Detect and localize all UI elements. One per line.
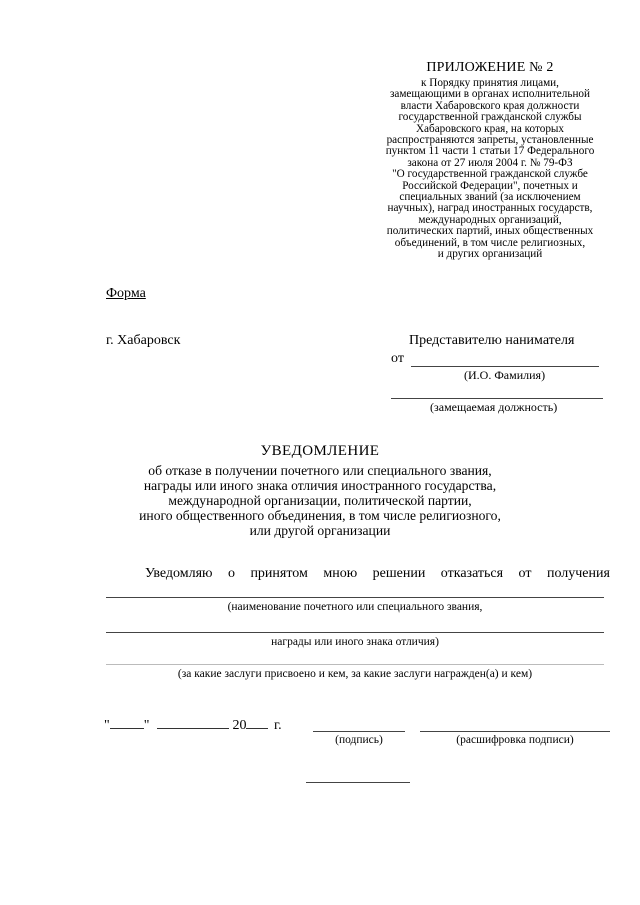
city-label: г. Хабаровск: [106, 333, 181, 348]
merits-input-line[interactable]: [106, 664, 604, 665]
appendix-line: специальных званий (за исключением: [399, 191, 581, 204]
merits-caption: (за какие заслуги присвоено и кем, за какие заслуги награжден(а) и кем): [177, 668, 533, 680]
document-subtitle: [120, 463, 520, 538]
appendix-line: "О государственной гражданской службе: [392, 168, 588, 181]
appendix-line: Российской Федерации", почетных и: [402, 179, 578, 192]
appendix-line: закона от 27 июля 2004 г. № 79-ФЗ: [407, 156, 573, 169]
notification-sentence: [145, 566, 610, 582]
quote-close: ": [143, 718, 150, 733]
quote-open: ": [104, 718, 110, 733]
appendix-line: и других организаций: [437, 248, 543, 261]
fio-input-line[interactable]: [411, 366, 599, 367]
word: мною: [323, 566, 358, 581]
word: Уведомляю: [145, 566, 213, 581]
appendix-line: объединений, в том числе религиозных,: [394, 236, 586, 249]
subtitle-line: награды или иного знака отличия иностранного государства,: [143, 478, 497, 493]
year-input[interactable]: [246, 716, 268, 729]
appendix-line: Хабаровского края, на которых: [415, 122, 565, 135]
appendix-line: политических партий, иных общественных: [386, 225, 594, 238]
position-caption: (замещаемая должность): [430, 400, 558, 414]
month-input[interactable]: [157, 716, 229, 729]
subtitle-line: или другой организации: [249, 523, 391, 538]
title-input-line[interactable]: [106, 597, 604, 598]
appendix-line: власти Хабаровского края должности: [400, 99, 580, 112]
appendix-line: к Порядку принятия лицами,: [421, 77, 559, 89]
position-input-line[interactable]: [391, 398, 603, 399]
award-input-line[interactable]: [106, 632, 604, 633]
title-caption: (наименование почетного или специального звания,: [227, 601, 483, 613]
award-caption: награды или иного знака отличия): [271, 636, 439, 648]
day-input[interactable]: [110, 716, 144, 729]
signature-caption: (подпись): [335, 734, 383, 746]
appendix-line: научных), наград иностранных государств,: [387, 202, 593, 215]
date-row: [104, 716, 282, 734]
word: получения: [546, 566, 610, 581]
fio-caption: (И.О. Фамилия): [464, 368, 546, 382]
appendix-title: ПРИЛОЖЕНИЕ № 2: [426, 60, 554, 75]
word: решении: [372, 566, 426, 581]
subtitle-line: об отказе в получении почетного или специального звания,: [148, 463, 492, 478]
appendix-text: [360, 78, 620, 261]
appendix-block: [360, 60, 620, 261]
decoding-input-line[interactable]: [420, 731, 610, 732]
form-label: Форма: [106, 286, 146, 301]
appendix-line: международных организаций,: [418, 213, 562, 226]
representative-label: Представителю нанимателя: [409, 333, 575, 348]
year-suffix: г.: [273, 718, 282, 733]
year-prefix: 20: [232, 718, 247, 733]
appendix-line: замещающими в органах исполнительной: [389, 88, 591, 101]
word: от: [518, 566, 532, 581]
word: отказаться: [440, 566, 504, 581]
word: принятом: [250, 566, 308, 581]
bottom-separator-line: [306, 782, 410, 783]
from-label: от: [391, 351, 404, 366]
signature-input-line[interactable]: [313, 731, 405, 732]
word: о: [227, 566, 235, 581]
subtitle-line: иного общественного объединения, в том числе религиозного,: [139, 508, 501, 523]
appendix-line: государственной гражданской службы: [398, 111, 582, 124]
decoding-caption: (расшифровка подписи): [456, 734, 574, 746]
appendix-line: пунктом 11 части 1 статьи 17 Федерального: [385, 145, 595, 158]
appendix-line: распространяются запреты, установленные: [386, 134, 594, 147]
document-title: УВЕДОМЛЕНИЕ: [260, 443, 380, 459]
subtitle-line: международной организации, политической партии,: [168, 493, 472, 508]
